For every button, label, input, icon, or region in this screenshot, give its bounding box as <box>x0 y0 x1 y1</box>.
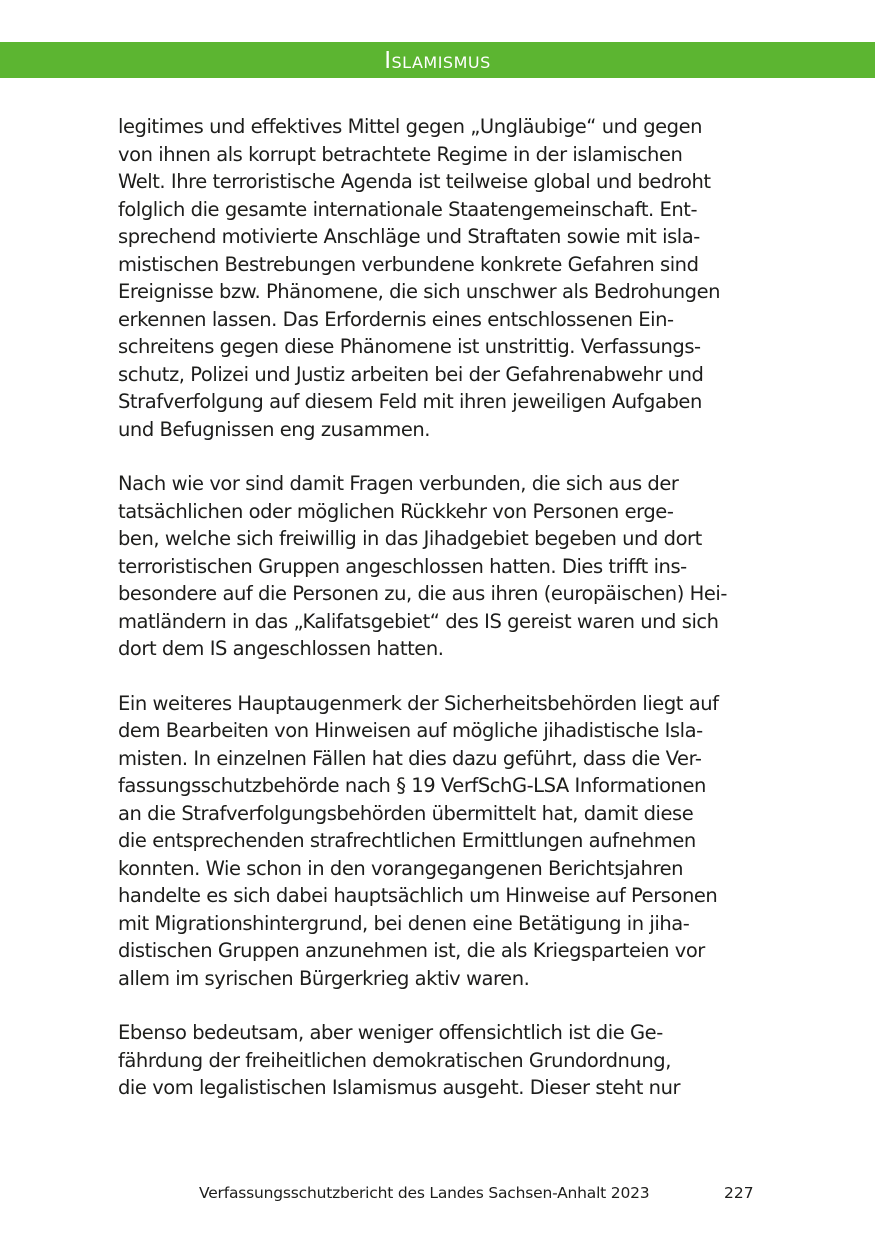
text-line: dem Bearbeiten von Hinweisen auf mögliche jihadistische Isla- <box>118 719 703 742</box>
text-line: schutz, Polizei und Justiz arbeiten bei der Gefahrenabwehr und <box>118 362 704 386</box>
report-title: Verfassungsschutzbericht des Landes Sachsen-Anhalt 2023 <box>199 1184 650 1202</box>
page-footer <box>0 1182 875 1204</box>
text-line: terroristischen Gruppen angeschlossen hatten. Dies trifft ins- <box>118 554 687 578</box>
text-line: fährdung der freiheitlichen demokratischen Grundordnung, <box>118 1048 671 1072</box>
text-line: von ihnen als korrupt betrachtete Regime in der islamischen <box>118 142 683 166</box>
text-line: schreitens gegen diese Phänomene ist unstrittig. Verfassungs- <box>118 335 701 358</box>
text-line: mit Migrationshintergrund, bei denen eine Betätigung in jiha- <box>118 911 690 935</box>
text-line: allem im syrischen Bürgerkrieg aktiv waren. <box>118 966 530 990</box>
text-line: dort dem IS angeschlossen hatten. <box>118 637 444 660</box>
text-line: sprechend motivierte Anschläge und Straftaten sowie mit isla- <box>118 225 700 248</box>
text-line: matländern in das „Kalifatsgebiet“ des IS gereist waren und sich <box>118 609 719 633</box>
text-line: Ereignisse bzw. Phänomene, die sich unschwer als Bedrohungen <box>118 280 721 303</box>
paragraph <box>118 113 763 443</box>
text-line: die vom legalistischen Islamismus ausgeht. Dieser steht nur <box>118 1076 681 1099</box>
text-line: Ein weiteres Hauptaugenmerk der Sicherheitsbehörden liegt auf <box>118 691 719 715</box>
text-line: distischen Gruppen anzunehmen ist, die als Kriegsparteien vor <box>118 939 705 962</box>
text-line: Nach wie vor sind damit Fragen verbunden, die sich aus der <box>118 472 679 495</box>
text-line: folglich die gesamte internationale Staatengemeinschaft. Ent- <box>118 197 698 221</box>
section-title: Islamismus <box>384 48 491 74</box>
text-line: misten. In einzelnen Fällen hat dies dazu geführt, dass die Ver- <box>118 746 702 770</box>
text-line: an die Strafverfolgungsbehörden übermittelt hat, damit diese <box>118 801 694 825</box>
text-line: tatsächlichen oder möglichen Rückkehr von Personen erge- <box>118 499 674 523</box>
section-header-band <box>0 42 875 78</box>
text-line: die entsprechenden strafrechtlichen Ermittlungen aufnehmen <box>118 829 696 852</box>
text-line: fassungsschutzbehörde nach § 19 VerfSchG-LSA Informationen <box>118 774 706 797</box>
text-line: Ebenso bedeutsam, aber weniger offensichtlich ist die Ge- <box>118 1021 663 1044</box>
text-line: handelte es sich dabei hauptsächlich um Hinweise auf Personen <box>118 884 718 907</box>
text-line: legitimes und effektives Mittel gegen „Ungläubige“ und gegen <box>118 115 703 138</box>
text-line: Welt. Ihre terroristische Agenda ist teilweise global und bedroht <box>118 170 711 193</box>
text-line: und Befugnissen eng zusammen. <box>118 417 431 441</box>
text-line: Strafverfolgung auf diesem Feld mit ihren jeweiligen Aufgaben <box>118 390 702 413</box>
body-text <box>118 113 763 1129</box>
paragraph <box>118 1019 763 1102</box>
paragraph <box>118 470 763 663</box>
text-line: konnten. Wie schon in den vorangegangenen Berichtsjahren <box>118 856 684 880</box>
text-line: ben, welche sich freiwillig in das Jihadgebiet begeben und dort <box>118 527 702 550</box>
text-line: besondere auf die Personen zu, die aus ihren (europäischen) Hei- <box>118 582 727 605</box>
text-line: mistischen Bestrebungen verbundene konkrete Gefahren sind <box>118 252 699 276</box>
text-line: erkennen lassen. Das Erfordernis eines entschlossenen Ein- <box>118 307 674 331</box>
paragraph <box>118 690 763 993</box>
page-number: 227 <box>724 1184 754 1202</box>
